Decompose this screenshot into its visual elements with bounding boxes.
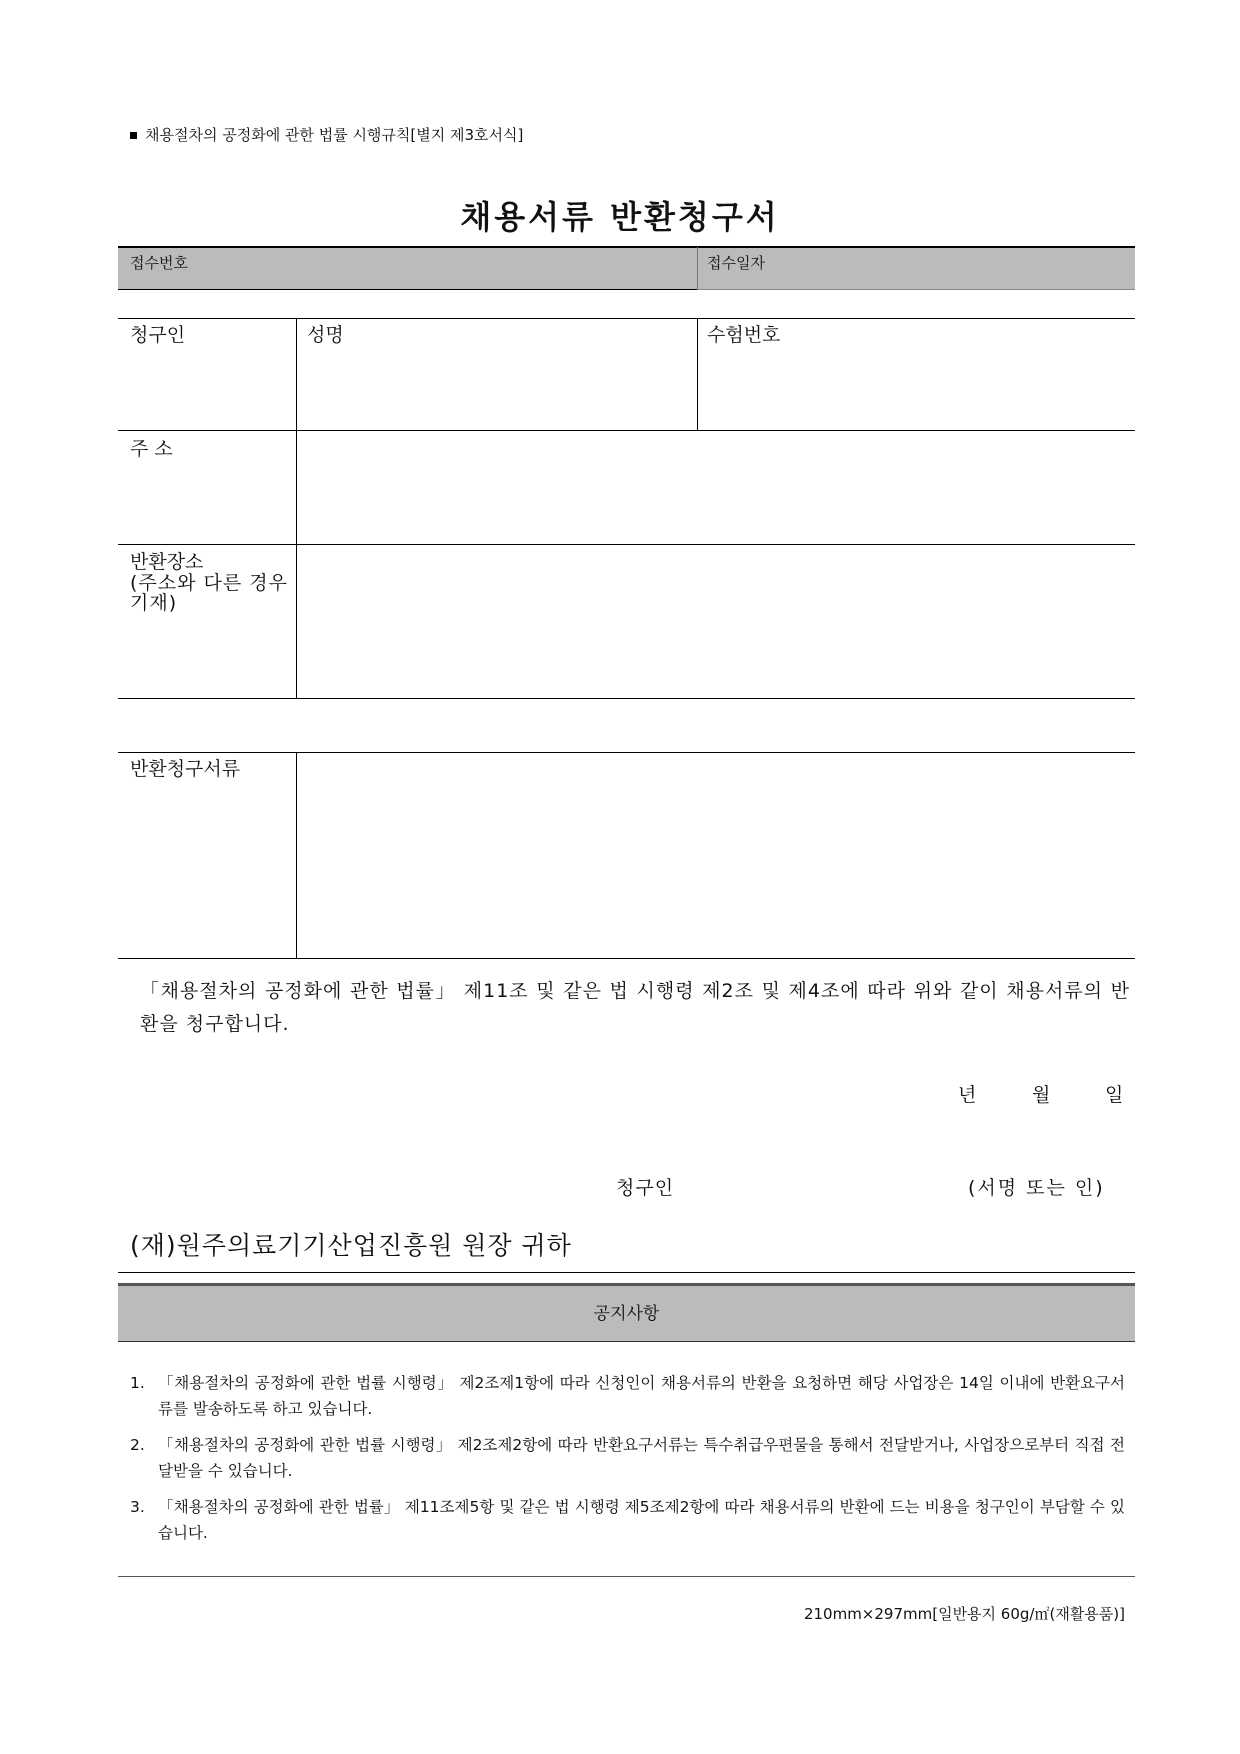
addressee: (재)원주의료기기산업진흥원 원장 귀하: [130, 1231, 572, 1260]
notice-item-text: 「채용절차의 공정화에 관한 법률 시행령」 제2조제1항에 따라 신청인이 채용서류의 반환을 요청하면 해당 사업장은 14일 이내에 반환요구서류를 발송하도록 하고 있습니다.: [158, 1374, 1125, 1418]
name-label: 성명: [307, 324, 344, 346]
statement-text: 「채용절차의 공정화에 관한 법률」 제11조 및 같은 법 시행령 제2조 및 제4조에 따라 위와 같이 채용서류의 반환을 청구합니다.: [140, 980, 1130, 1035]
sign-note: (서명 또는 인): [968, 1177, 1105, 1199]
return-place-field[interactable]: [300, 548, 1132, 694]
notice-title: 공지사항: [593, 1304, 660, 1324]
form-reference: [130, 124, 523, 145]
bullet-square-icon: [130, 132, 137, 139]
address-field[interactable]: [300, 434, 1132, 540]
exam-number-field[interactable]: [702, 345, 1132, 425]
receipt-row: [118, 247, 1135, 290]
notice-item-number: 3.: [130, 1498, 145, 1516]
signature-field[interactable]: [720, 1170, 960, 1200]
notice-item-text: 「채용절차의 공정화에 관한 법률 시행령」 제2조제2항에 따라 반환요구서류는 특수취급우편물을 통해서 전달받거나, 사업장으로부터 직접 전달받을 수 있습니다.: [158, 1436, 1125, 1480]
page-title: 채용서류 반환청구서: [460, 198, 780, 236]
applicant-label: 청구인: [130, 324, 186, 346]
notice-item-text: 「채용절차의 공정화에 관한 법률」 제11조제5항 및 같은 법 시행령 제5조제2항에 따라 채용서류의 반환에 드는 비용을 청구인이 부담할 수 있습니다.: [158, 1498, 1125, 1542]
receipt-number-label: 접수번호: [130, 254, 188, 272]
date-month: 월: [1032, 1084, 1051, 1106]
name-field[interactable]: [300, 345, 692, 425]
address-label: 주 소: [130, 438, 173, 460]
return-place-note: (주소와 다른 경우 기재): [130, 572, 288, 614]
documents-field[interactable]: [300, 756, 1132, 954]
date-day: 일: [1105, 1084, 1124, 1106]
return-place-label: 반환장소: [130, 551, 204, 573]
notice-list: [130, 1370, 1125, 1546]
notice-item: [130, 1432, 1125, 1484]
signer-label: 청구인: [616, 1177, 675, 1199]
receipt-date-label: 접수일자: [707, 254, 765, 272]
exam-number-label: 수험번호: [707, 324, 781, 346]
notice-item-number: 1.: [130, 1374, 145, 1392]
notice-item: [130, 1370, 1125, 1422]
date-year: 년: [958, 1084, 977, 1106]
notice-item: [130, 1494, 1125, 1546]
notice-header: [118, 1283, 1135, 1342]
notice-item-number: 2.: [130, 1436, 145, 1454]
documents-label: 반환청구서류: [130, 758, 241, 780]
form-reference-text: 채용절차의 공정화에 관한 법률 시행규칙[별지 제3호서식]: [145, 126, 524, 144]
paper-spec-footer: 210mm×297mm[일반용지 60g/㎡(재활용품)]: [803, 1605, 1125, 1623]
